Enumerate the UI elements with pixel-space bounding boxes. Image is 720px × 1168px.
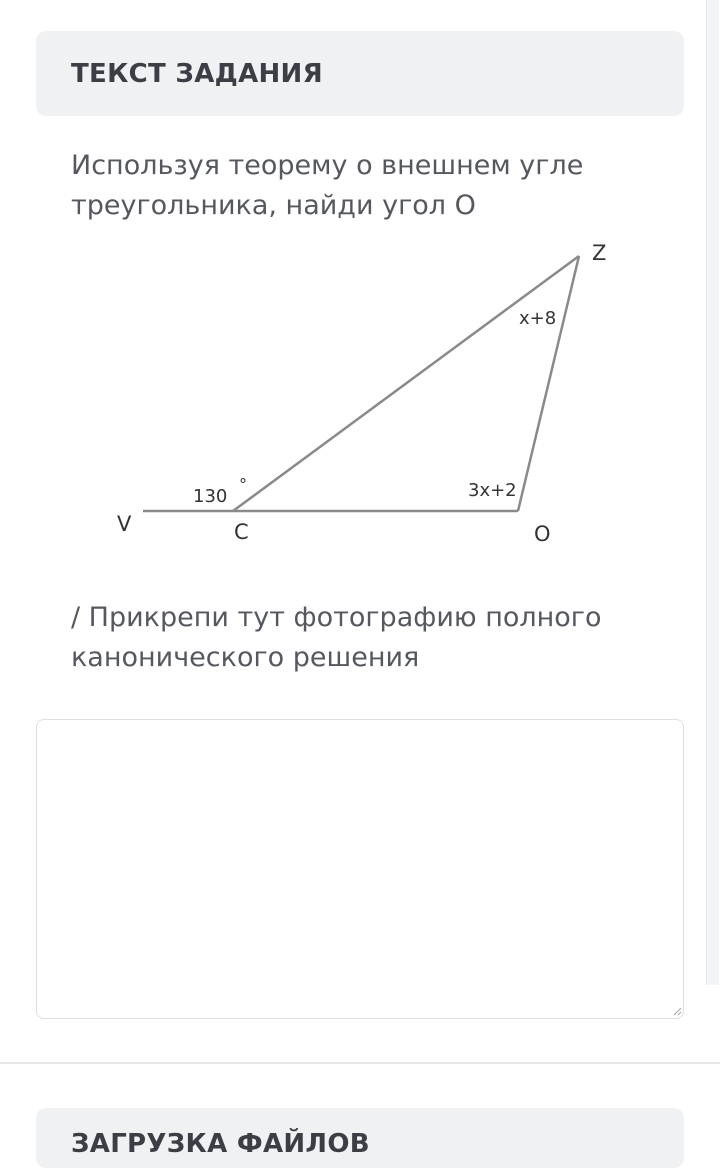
answer-textarea[interactable] xyxy=(36,719,684,1019)
point-z-label: Z xyxy=(592,241,607,265)
triangle-diagram xyxy=(95,232,655,562)
task-text: Используя теорему о внешнем угле треугольника, найди угол О xyxy=(71,150,584,221)
section-divider xyxy=(0,1062,720,1064)
task-header xyxy=(36,31,684,116)
angle-o-label: 3x+2 xyxy=(468,480,517,501)
scrollbar-track[interactable] xyxy=(706,0,719,985)
angle-exterior-c-label: 130 xyxy=(193,486,228,507)
resize-grip-icon[interactable] xyxy=(673,1007,682,1016)
degree-symbol: ° xyxy=(239,475,247,494)
task-header-title: ТЕКСТ ЗАДАНИЯ xyxy=(71,58,323,89)
upload-section-title: ЗАГРУЗКА ФАЙЛОВ xyxy=(71,1129,370,1159)
point-o-label: O xyxy=(534,522,551,546)
point-v-label: V xyxy=(117,512,132,536)
instruction-text: / Прикрепи тут фотографию полного канонического решения xyxy=(71,602,602,673)
angle-z-label: x+8 xyxy=(519,308,557,329)
upload-section-header xyxy=(36,1108,684,1168)
triangle-figure xyxy=(95,232,655,562)
point-c-label: C xyxy=(234,520,249,544)
